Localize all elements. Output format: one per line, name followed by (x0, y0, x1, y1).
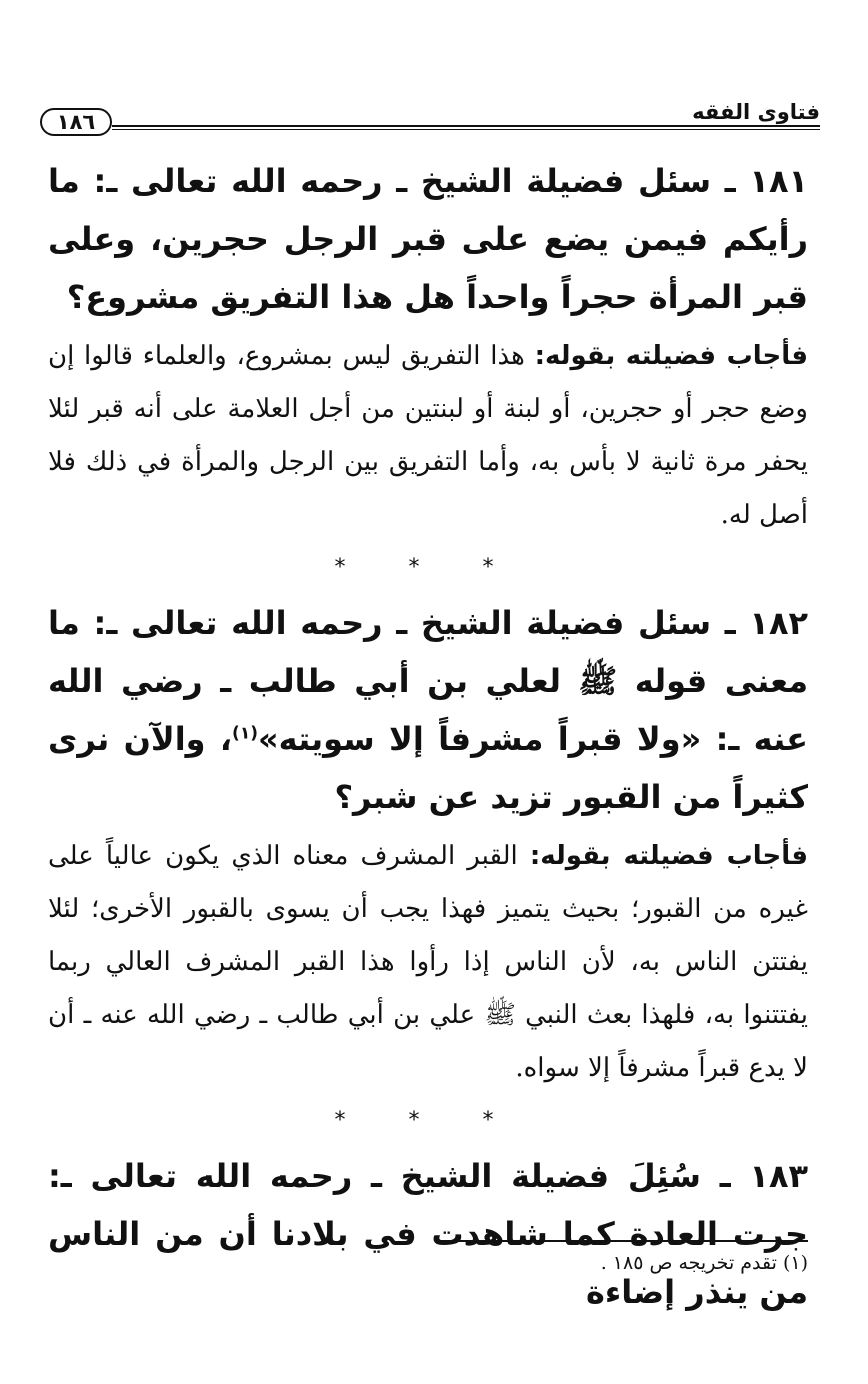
header-rule (112, 125, 820, 130)
question-182 (48, 594, 808, 826)
answer-181 (48, 330, 808, 542)
page-body (48, 152, 808, 1321)
footnote-marker: (١) (232, 723, 258, 744)
answer-181-text: هذا التفريق ليس بمشروع، والعلماء قالوا إن وضع حجر أو حجرين، أو لبنة أو لبنتين من أجل العلامة على أنه قبر لئلا يحفر مرة ثانية لا بأس به، وأما التفريق بين الرجل والمرأة في ذلك فلا أصل له. (48, 341, 808, 530)
running-title: فتاوى الفقه (692, 100, 820, 124)
footnote-rule (440, 1240, 808, 1242)
page-header (40, 88, 820, 140)
answer-182 (48, 830, 808, 1095)
page-number: ١٨٦ (40, 108, 112, 136)
section-separator: * * * (334, 1108, 522, 1133)
question-181: ١٨١ ـ سئل فضيلة الشيخ ـ رحمه الله تعالى ـ: ما رأيكم فيمن يضع على قبر الرجل حجرين، وعلى قبر المرأة حجراً واحداً هل هذا التفريق مشروع؟ (48, 162, 808, 316)
footnote: (١) تقدم تخريجه ص ١٨٥ . (600, 1252, 808, 1274)
question-182-part-b: ، والآن نرى كثيراً من القبور تزيد عن شبر؟ (48, 720, 808, 816)
question-182-part-a: ١٨٢ ـ سئل فضيلة الشيخ ـ رحمه الله تعالى ـ: ما معنى قوله ﷺ لعلي بن أبي طالب ـ رضي الله عنه ـ: «ولا قبراً مشرفاً إلا سويته» (48, 604, 808, 758)
section-separator: * * * (334, 555, 522, 580)
answer-181-lead: فأجاب فضيلته بقوله: (534, 341, 808, 371)
answer-182-text: القبر المشرف معناه الذي يكون عالياً على غيره من القبور؛ بحيث يتميز فهذا يجب أن يسوى بالقبور الأخرى؛ لئلا يفتتن الناس به، لأن الناس إذا رأوا هذا القبر المشرف العالي ربما يفتتنوا به، فلهذا بعث النبي ﷺ علي بن أبي طالب ـ رضي الله عنه ـ أن لا يدع قبراً مشرفاً إلا سواه. (48, 841, 808, 1083)
answer-182-lead: فأجاب فضيلته بقوله: (529, 841, 808, 871)
question-183: ١٨٣ ـ سُئِلَ فضيلة الشيخ ـ رحمه الله تعالى ـ: جرت العادة كما شاهدت في بلادنا أن من الناس من ينذر إضاءة (48, 1157, 808, 1311)
